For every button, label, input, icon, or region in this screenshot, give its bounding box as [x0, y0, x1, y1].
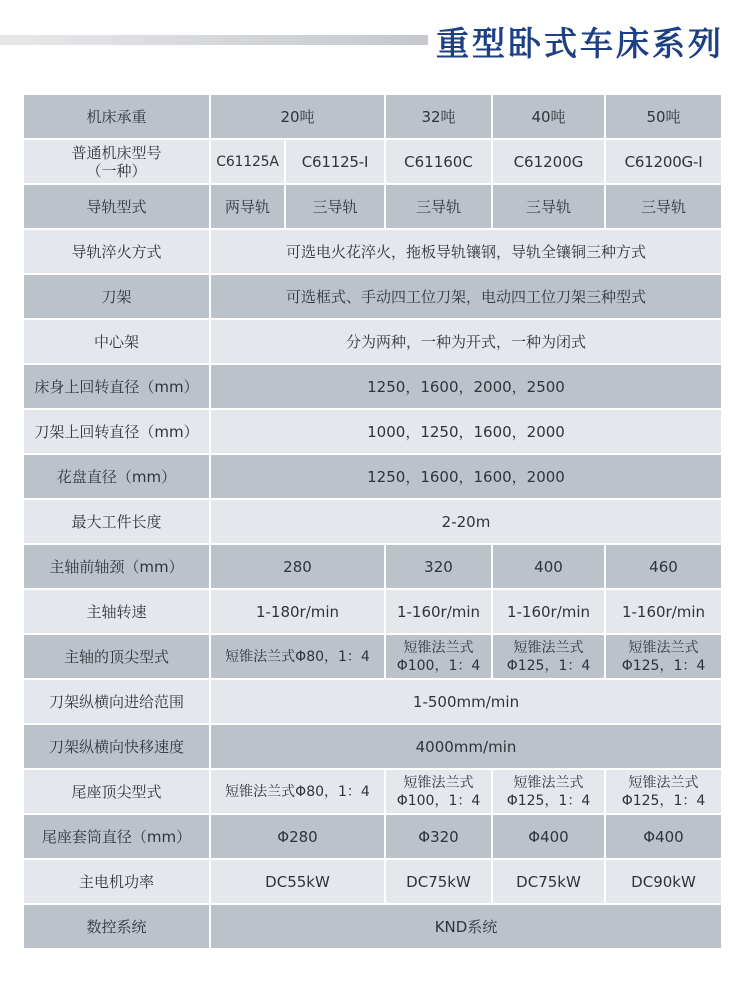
- table-cell: 50吨: [606, 95, 721, 140]
- table-row: [24, 365, 721, 410]
- row-label: 主轴转速: [24, 590, 211, 635]
- table-cell: C61200G-Ⅰ: [606, 140, 721, 185]
- row-label: 导轨型式: [24, 185, 211, 230]
- table-cell: 1-160r/min: [493, 590, 606, 635]
- table-row: [24, 770, 721, 815]
- table-cell: [606, 635, 721, 680]
- row-label: 床身上回转直径（mm）: [24, 365, 211, 410]
- table-cell: [493, 770, 606, 815]
- table-row: [24, 680, 721, 725]
- row-label: 花盘直径（mm）: [24, 455, 211, 500]
- table-row: [24, 815, 721, 860]
- table-cell: 1000，1250，1600，2000: [211, 410, 721, 455]
- table-cell: 1-160r/min: [386, 590, 493, 635]
- table-cell: 短锥法兰式Φ80，1：4: [211, 635, 386, 680]
- row-label-line: （一种）: [86, 161, 147, 180]
- table-row: [24, 95, 721, 140]
- cell-line: 短锥法兰式: [513, 639, 584, 656]
- table-row: [24, 140, 721, 185]
- row-label: 刀架纵横向快移速度: [24, 725, 211, 770]
- table-cell: DC75kW: [386, 860, 493, 905]
- table-cell: 20吨: [211, 95, 386, 140]
- table-cell: Φ280: [211, 815, 386, 860]
- row-label: 主轴的顶尖型式: [24, 635, 211, 680]
- table-row: [24, 455, 721, 500]
- table-cell: C61160C: [386, 140, 493, 185]
- row-label: 中心架: [24, 320, 211, 365]
- table-row: [24, 590, 721, 635]
- table-cell: C61125A: [211, 140, 286, 185]
- cell-line: Φ125，1：4: [506, 657, 591, 674]
- table-cell: 三导轨: [606, 185, 721, 230]
- table-cell: 可选电火花淬火，拖板导轨镶钢，导轨全镶铜三种方式: [211, 230, 721, 275]
- table-cell: 1-160r/min: [606, 590, 721, 635]
- table-cell: 分为两种，一种为开式，一种为闭式: [211, 320, 721, 365]
- table-cell: Φ320: [386, 815, 493, 860]
- row-label: 导轨淬火方式: [24, 230, 211, 275]
- table-row: [24, 905, 721, 950]
- table-row: [24, 545, 721, 590]
- table-cell: 2-20m: [211, 500, 721, 545]
- row-label: 尾座套筒直径（mm）: [24, 815, 211, 860]
- table-cell: 可选框式、手动四工位刀架，电动四工位刀架三种型式: [211, 275, 721, 320]
- row-label: 主电机功率: [24, 860, 211, 905]
- table-cell: KND系统: [211, 905, 721, 950]
- table-cell: DC55kW: [211, 860, 386, 905]
- table-cell: [493, 635, 606, 680]
- cell-line: Φ125，1：4: [621, 792, 706, 809]
- table-cell: C61125-Ⅰ: [286, 140, 386, 185]
- row-label: 最大工件长度: [24, 500, 211, 545]
- row-label: 刀架上回转直径（mm）: [24, 410, 211, 455]
- cell-line: 短锥法兰式: [403, 774, 474, 791]
- table-cell: 1250，1600，2000，2500: [211, 365, 721, 410]
- table-cell: 短锥法兰式Φ80，1：4: [211, 770, 386, 815]
- table-row: [24, 635, 721, 680]
- table-cell: DC90kW: [606, 860, 721, 905]
- table-cell: Φ400: [493, 815, 606, 860]
- row-label: 主轴前轴颈（mm）: [24, 545, 211, 590]
- row-label: 刀架: [24, 275, 211, 320]
- cell-line: Φ100，1：4: [396, 657, 481, 674]
- table-cell: 三导轨: [493, 185, 606, 230]
- row-label: 尾座顶尖型式: [24, 770, 211, 815]
- spec-table: [24, 95, 721, 950]
- header-accent-bar: [0, 35, 428, 45]
- table-cell: 280: [211, 545, 386, 590]
- table-cell: 1-500mm/min: [211, 680, 721, 725]
- page-title: 重型卧式车床系列: [436, 24, 724, 63]
- table-cell: 4000mm/min: [211, 725, 721, 770]
- cell-line: 短锥法兰式: [628, 639, 699, 656]
- cell-line: 短锥法兰式: [403, 639, 474, 656]
- table-row: [24, 500, 721, 545]
- cell-line: Φ125，1：4: [621, 657, 706, 674]
- table-cell: 460: [606, 545, 721, 590]
- table-cell: 1250，1600，1600，2000: [211, 455, 721, 500]
- table-row: [24, 860, 721, 905]
- table-row: [24, 230, 721, 275]
- table-cell: [386, 635, 493, 680]
- row-label: 刀架纵横向进给范围: [24, 680, 211, 725]
- table-cell: [606, 770, 721, 815]
- table-cell: 320: [386, 545, 493, 590]
- row-label: 数控系统: [24, 905, 211, 950]
- cell-line: 短锥法兰式: [513, 774, 584, 791]
- table-row: [24, 320, 721, 365]
- table-cell: 400: [493, 545, 606, 590]
- table-cell: 三导轨: [386, 185, 493, 230]
- table-cell: 1-180r/min: [211, 590, 386, 635]
- cell-line: Φ100，1：4: [396, 792, 481, 809]
- table-row: [24, 410, 721, 455]
- row-label: [24, 140, 211, 185]
- table-row: [24, 275, 721, 320]
- table-cell: 三导轨: [286, 185, 386, 230]
- row-label-line: 普通机床型号: [71, 143, 162, 162]
- table-cell: 32吨: [386, 95, 493, 140]
- table-cell: DC75kW: [493, 860, 606, 905]
- table-cell: Φ400: [606, 815, 721, 860]
- cell-line: Φ125，1：4: [506, 792, 591, 809]
- table-cell: C61200G: [493, 140, 606, 185]
- table-cell: 40吨: [493, 95, 606, 140]
- cell-line: 短锥法兰式: [628, 774, 699, 791]
- table-row: [24, 185, 721, 230]
- table-cell: [386, 770, 493, 815]
- row-label: 机床承重: [24, 95, 211, 140]
- table-row: [24, 725, 721, 770]
- table-cell: 两导轨: [211, 185, 286, 230]
